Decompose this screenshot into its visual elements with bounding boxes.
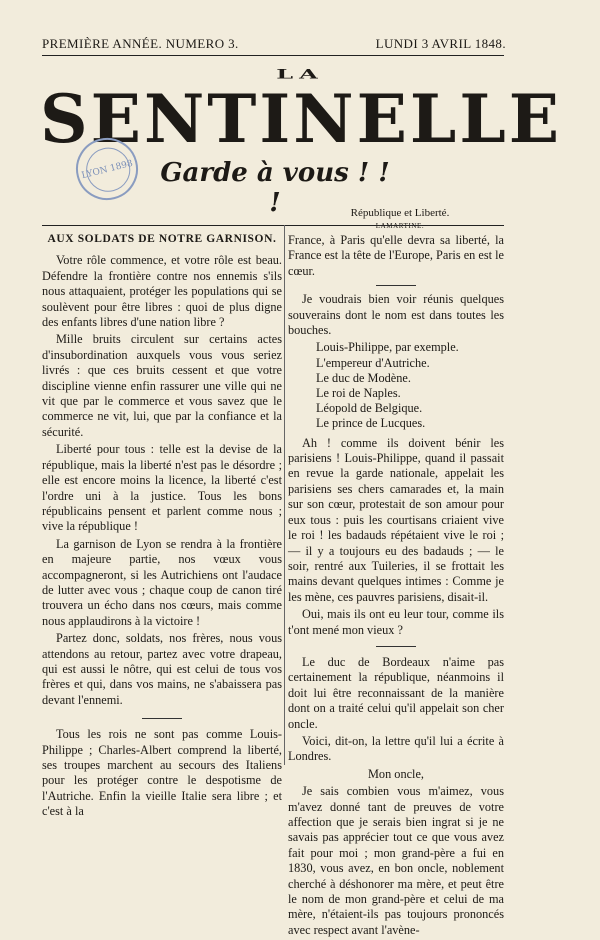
issue-header — [42, 36, 506, 54]
left-column — [42, 232, 282, 822]
issue-number: PREMIÈRE ANNÉE. NUMERO 3. — [42, 36, 239, 51]
article-paragraph: Je sais combien vous m'aimez, vous m'avez donné tant de preuves de votre affection que je serais bien ingrat si je ne savais pas apprécier tout ce que vous avez fait pour moi ; mon grand-père a fui en 1830, vous avez, en bon oncle, noblement cherché à déshonorer ma mère, et peut être le nom de mon grand-père et celui de ma mère, n'étaient-ils pas toujours prononcés avec respect avant l'avène- — [288, 784, 504, 937]
issue-date: LUNDI 3 AVRIL 1848. — [375, 36, 506, 51]
header-rule — [42, 55, 504, 56]
article-paragraph: Ah ! comme ils doivent bénir les parisiens ! Louis-Philippe, quand il passait en revue la garde nationale, appelait les parisiens ses chers camarades et, la main sur son cœur, protestait de son amour pour eux tous : puis les courtisans criaient vive le roi ! les badauds répétaient vive le roi ; — il y a toujours eu des badauds ; — le soir, rentré aux Tuileries, il se frottait les mains devant quelques intimes : Comme je les mène, ces pauvres parisiens, disait-il. — [288, 435, 504, 604]
epigraph-author: LAMARTINE. — [375, 222, 425, 230]
list-item: L'empereur d'Autriche. — [316, 355, 430, 370]
list-item: Le duc de Modène. — [316, 370, 411, 385]
list-item: Léopold de Belgique. — [316, 401, 423, 416]
section-separator — [142, 718, 182, 719]
list-item: Le roi de Naples. — [316, 386, 401, 401]
list-item: Louis-Philippe, par exemple. — [316, 340, 459, 355]
section-separator — [376, 285, 416, 286]
article-paragraph: La garnison de Lyon se rendra à la frontière en majeure partie, nos vœux vous accompagneront, si les Autrichiens ont l'audace de lutter avec vous ; chaque coup de canon tiré trouvera un écho dans nos cœurs, mais comme nous applaudirons à la victoire ! — [42, 536, 282, 628]
masthead-rule — [42, 225, 504, 226]
letter-salutation: Mon oncle, — [367, 766, 424, 781]
column-divider — [284, 225, 285, 765]
article-paragraph: Le duc de Bordeaux n'aime pas certainement la république, néanmoins il doit lui être reconnaissant de la manière dont on a traité celui qu'il appelait son cher oncle. — [288, 654, 504, 731]
masthead-title: SENTINELLE — [40, 80, 563, 158]
stamp-inner-ring — [82, 143, 135, 196]
article-paragraph: Partez donc, soldats, nos frères, nous vous attendons au retour, partez avec votre drapeau, qui est aussi le nôtre, qui est celui de tous vos frères et qui, dans vos mains, ne s'abaissera pas devant l'ennemi. — [42, 631, 282, 707]
stamp-text: LYON 1898 — [80, 158, 134, 182]
article-paragraph: Tous les rois ne sont pas comme Louis-Philippe ; Charles-Albert comprend la liberté, ses troupes marchent au secours des Italiens pour les protéger contre le despotisme de l'Autriche. Enfin la vieille Italie sera libre ; et c'est à la — [42, 727, 282, 819]
masthead-motto: Garde à vous ! ! ! — [160, 158, 390, 218]
article-paragraph: Oui, mais ils ont eu leur tour, comme ils t'ont mené mon vieux ? — [288, 607, 504, 637]
section-separator — [376, 646, 416, 647]
article-paragraph: Votre rôle commence, et votre rôle est beau. Défendre la frontière contre nos ennemis s'ils nous attaquaient, protéger les populations qui se soulèvent pour être libres : quoi de plus digne des enfants libres d'une nation libre ? — [42, 253, 282, 330]
article-title: AUX SOLDATS DE NOTRE GARNISON. — [47, 233, 277, 245]
article-paragraph: France, à Paris qu'elle devra sa liberté, la France est la tête de l'Europe, Paris en est le cœur. — [288, 233, 504, 278]
article-paragraph: Liberté pour tous : telle est la devise de la république, mais la liberté n'est pas le désordre ; elle est encore moins la licence, la liberté c'est l'ordre uni à la justice. Tous les bons républicains pensent et parlent comme nous ; vive la république ! — [42, 442, 282, 534]
article-paragraph: Mille bruits circulent sur certains actes d'insubordination auxquels vous vous seriez livrés : que ces bruits cessent et que votre discipline vienne enfin rassurer une ville qui ne vit que par le commerce et vous savez que le commerce ne vit, lui, que par la confiance et la sécurité. — [42, 332, 282, 439]
article-paragraph: Je voudrais bien voir réunis quelques souverains dont le nom est dans toutes les bouches. — [288, 292, 504, 338]
epigraph — [300, 207, 500, 233]
sovereign-list — [316, 340, 504, 431]
right-column — [288, 233, 504, 940]
epigraph-text: République et Liberté. — [350, 207, 450, 219]
article-paragraph: Voici, dit-on, la lettre qu'il lui a écrite à Londres. — [288, 733, 504, 764]
list-item: Le prince de Lucques. — [316, 416, 426, 431]
masthead-article: LA — [276, 66, 324, 82]
